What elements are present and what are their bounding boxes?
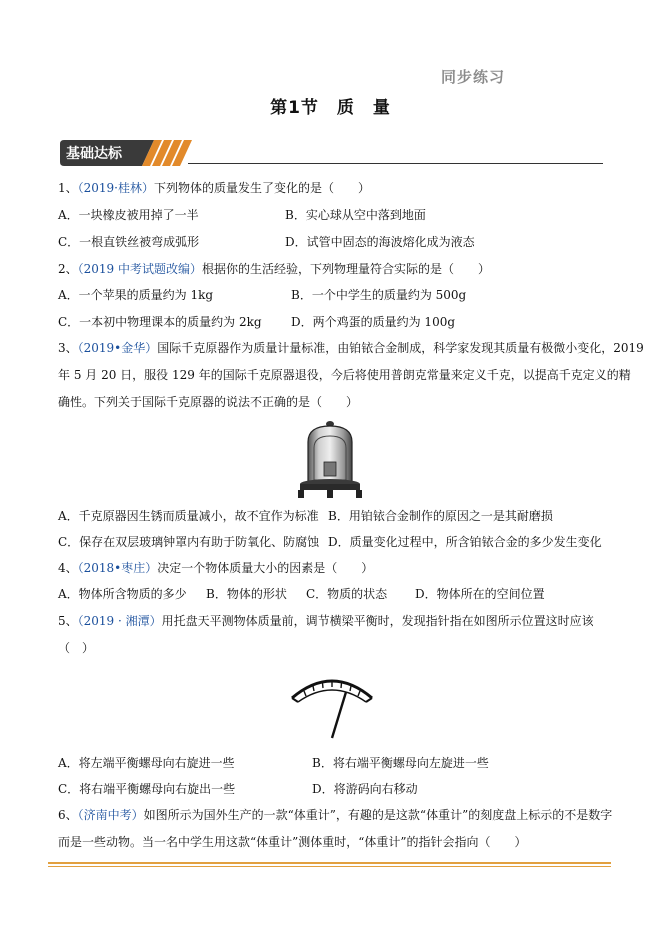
q2-stem-text: 根据你的生活经验，下列物理量符合实际的是（ ）: [202, 262, 491, 276]
q3-option-c: C．保存在双层玻璃钟罩内有助于防氧化、防腐蚀: [58, 535, 320, 549]
q3-option-d: D．质量变化过程中，所含铂铱合金的多少发生变化: [328, 535, 602, 549]
section-divider: [188, 163, 603, 164]
q3-source: （2019•金华）: [77, 341, 158, 355]
q1-stem-text: 下列物体的质量发生了变化的是（ ）: [154, 181, 371, 195]
footer-rule: [48, 862, 611, 864]
q1-stem: [58, 180, 370, 196]
q4-option-a: A．物体所含物质的多少: [58, 587, 187, 601]
q6-source: （济南中考）: [77, 808, 144, 822]
q4-stem: [58, 560, 373, 576]
q1-option-c: C．一根直铁丝被弯成弧形: [58, 235, 200, 249]
q2-option-b: B．一个中学生的质量约为 500g: [291, 288, 467, 302]
q1-option-b: B．实心球从空中落到地面: [285, 208, 426, 222]
section-banner-label: 基础达标: [66, 146, 122, 162]
q5-source: （2019 · 湘潭）: [77, 614, 162, 628]
q5-number: 5、: [58, 614, 78, 628]
q2-stem: [58, 261, 490, 277]
q6-stem-text: 如图所示为国外生产的一款“体重计”，有趣的是这款“体重计”的刻度盘上标示的不是数字: [143, 808, 613, 822]
q2-option-a: A．一个苹果的质量约为 1kg: [58, 288, 214, 302]
kilogram-prototype-figure: [294, 418, 366, 500]
q5-stem-text: 用托盘天平测物体质量前，调节横梁平衡时，发现指针指在如图所示位置这时应该: [161, 614, 594, 628]
q5-stem-line1: [58, 613, 594, 629]
q2-number: 2、: [58, 262, 78, 276]
q2-source: （2019 中考试题改编）: [77, 262, 202, 276]
q5-stem-line2: （ ）: [58, 641, 95, 655]
q3-stem-line3: 确性。下列关于国际千克原器的说法不正确的是（ ）: [58, 395, 359, 409]
q6-stem-line1: [58, 807, 612, 823]
q2-option-c: C．一本初中物理课本的质量约为 2kg: [58, 315, 262, 329]
balance-pointer-figure: [286, 668, 378, 742]
q5-option-b: B．将右端平衡螺母向左旋进一些: [312, 756, 489, 770]
q3-stem-line2: 年 5 月 20 日，服役 129 年的国际千克原器退役，今后将使用普朗克常量来定义千克，以提高千克定义的精: [58, 368, 631, 382]
q2-option-d: D．两个鸡蛋的质量约为 100g: [291, 315, 456, 329]
q4-option-c: C．物质的状态: [306, 587, 388, 601]
q4-option-d: D．物体所在的空间位置: [415, 587, 545, 601]
q6-stem-line2: 而是一些动物。当一名中学生用这款“体重计”测体重时，“体重计”的指针会指向（ ）: [58, 835, 527, 849]
corner-tag: 同步练习: [441, 68, 506, 86]
q3-option-b: B．用铂铱合金制作的原因之一是其耐磨损: [328, 509, 553, 523]
q3-stem-text: 国际千克原器作为质量计量标准，由铂铱合金制成，科学家发现其质量有极微小变化，2019: [157, 341, 644, 355]
q1-source: （2019·桂林）: [77, 181, 154, 195]
q1-number: 1、: [58, 181, 78, 195]
q3-option-a: A．千克原器因生锈而质量减小，故不宜作为标准: [58, 509, 319, 523]
q1-option-a: A．一块橡皮被用掉了一半: [58, 208, 199, 222]
q5-option-c: C．将右端平衡螺母向右旋出一些: [58, 782, 236, 796]
q4-source: （2018•枣庄）: [77, 561, 158, 575]
q1-option-d: D．试管中固态的海波熔化成为液态: [285, 235, 475, 249]
q3-number: 3、: [58, 341, 78, 355]
q4-option-b: B．物体的形状: [206, 587, 287, 601]
q4-number: 4、: [58, 561, 78, 575]
q3-stem-line1: [58, 340, 644, 356]
page-title: 第1节 质 量: [270, 98, 391, 118]
q6-number: 6、: [58, 808, 78, 822]
q5-option-d: D．将游码向右移动: [312, 782, 418, 796]
footer-rule-thin: [48, 866, 611, 867]
q4-stem-text: 决定一个物体质量大小的因素是（ ）: [157, 561, 374, 575]
q5-option-a: A．将左端平衡螺母向右旋进一些: [58, 756, 235, 770]
